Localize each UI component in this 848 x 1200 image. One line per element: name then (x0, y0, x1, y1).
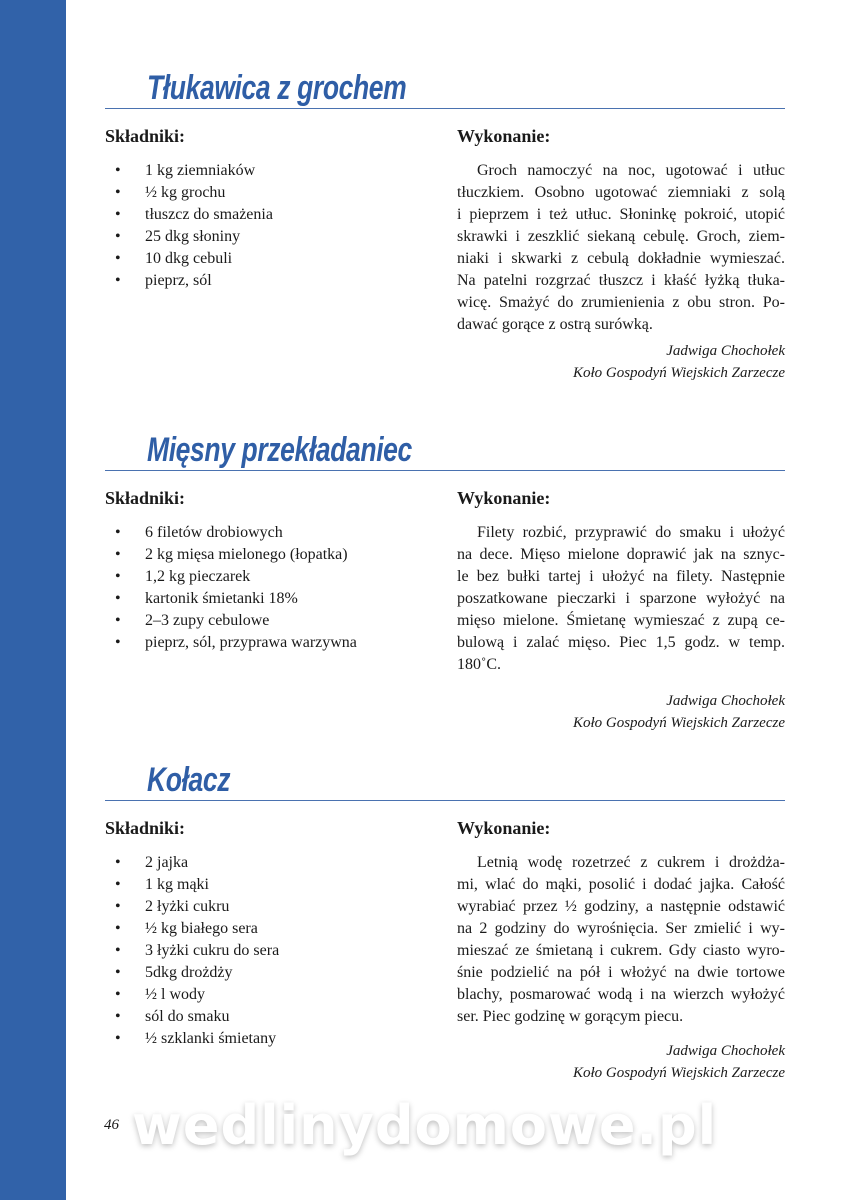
ingredient-item (105, 896, 279, 918)
ingredient-text: 6 filetów drobiowych (145, 524, 283, 541)
bullet-icon: • (115, 942, 121, 959)
bullet-icon: • (115, 206, 121, 223)
title-divider (105, 800, 785, 801)
method-line: Letnią wodę rozetrzeć z cukrem i drożdża- (477, 854, 785, 871)
ingredient-item (105, 1006, 279, 1028)
ingredient-item (105, 588, 357, 610)
ingredient-item (105, 610, 357, 632)
ingredients-list (105, 852, 279, 1050)
ingredient-text: 5dkg drożdży (145, 964, 233, 981)
ingredient-item (105, 248, 273, 270)
bullet-icon: • (115, 228, 121, 245)
method-line: poszatkowane pieczarki i sparzone wyłożyć na (457, 590, 785, 607)
bullet-icon: • (115, 854, 121, 871)
ingredient-text: tłuszcz do smażenia (145, 206, 273, 223)
method-line: niaki i skwarki z cebulą dokładnie wymieszać. (457, 250, 785, 267)
method-line: śnie podzielić na pół i włożyć na dwie tortowe (457, 964, 785, 981)
ingredient-text: kartonik śmietanki 18% (145, 590, 298, 607)
watermark: wedlinydomowe.pl (132, 1094, 718, 1157)
page-side-bar (0, 0, 66, 1200)
recipe-title: Tłukawica z grochem (147, 69, 407, 107)
method-line: tłuczkiem. Osobno ugotować ziemniaki z solą (457, 184, 785, 201)
ingredients-heading: Składniki: (105, 126, 186, 146)
method-line: 180˚C. (457, 656, 501, 673)
ingredient-item (105, 182, 273, 204)
ingredient-item (105, 522, 357, 544)
bullet-icon: • (115, 986, 121, 1003)
ingredient-item (105, 632, 357, 654)
bullet-icon: • (115, 184, 121, 201)
ingredient-text: 1 kg ziemniaków (145, 162, 256, 179)
bullet-icon: • (115, 590, 121, 607)
ingredient-text: 2 kg mięsa mielonego (łopatka) (145, 546, 348, 563)
ingredient-text: 1,2 kg pieczarek (145, 568, 251, 585)
method-text (457, 522, 785, 676)
bullet-icon: • (115, 546, 121, 563)
method-line: blachy, posmarować wodą i na wierzch wyłożyć (457, 986, 785, 1003)
ingredient-text: ½ l wody (145, 986, 205, 1003)
method-line: Groch namoczyć na noc, ugotować i utłuc (477, 162, 785, 179)
method-line: ser. Piec godzinę w gorącym piecu. (457, 1008, 684, 1025)
bullet-icon: • (115, 634, 121, 651)
author-name: Jadwiga Chochołek (666, 343, 785, 359)
method-text (457, 852, 785, 1028)
ingredient-text: 1 kg mąki (145, 876, 209, 893)
ingredient-item (105, 918, 279, 940)
ingredient-item (105, 160, 273, 182)
method-heading: Wykonanie: (457, 126, 551, 146)
ingredient-text: pieprz, sól (145, 272, 212, 289)
method-line: le bez bułki tartej i ułożyć na filety. Następnie (457, 568, 785, 585)
ingredient-text: 2–3 zupy cebulowe (145, 612, 270, 629)
method-line: Filety rozbić, przyprawić do smaku i ułożyć (477, 524, 785, 541)
ingredient-item (105, 270, 273, 292)
recipe-title: Mięsny przekładaniec (147, 431, 412, 469)
bullet-icon: • (115, 964, 121, 981)
method-line: wyrabiać przez ½ godziny, a następnie odstawić (457, 898, 785, 915)
method-line: mięso mielone. Śmietanę wymieszać z zupą ce- (457, 612, 785, 629)
bullet-icon: • (115, 272, 121, 289)
method-line: mieszać ze śmietaną i cukrem. Gdy ciasto wyro- (457, 942, 785, 959)
ingredient-text: ½ kg białego sera (145, 920, 258, 937)
ingredient-text: 2 łyżki cukru (145, 898, 230, 915)
ingredient-text: 2 jajka (145, 854, 189, 871)
method-line: mi, wlać do mąki, posolić i dodać jajka. Całość (457, 876, 785, 893)
ingredient-text: 10 dkg cebuli (145, 250, 233, 267)
ingredient-text: sól do smaku (145, 1008, 230, 1025)
method-line: wicę. Smażyć do zrumienienia z obu stron. Po- (457, 294, 785, 311)
page-number: 46 (104, 1117, 119, 1133)
ingredient-item (105, 544, 357, 566)
bullet-icon: • (115, 898, 121, 915)
bullet-icon: • (115, 612, 121, 629)
bullet-icon: • (115, 876, 121, 893)
method-line: skrawki i zeszklić siekaną cebulę. Groch, ziem- (457, 228, 785, 245)
ingredient-item (105, 566, 357, 588)
method-line: dawać gorące z ostrą surówką. (457, 316, 653, 333)
method-heading: Wykonanie: (457, 818, 551, 838)
ingredient-text: ½ kg grochu (145, 184, 226, 201)
ingredient-item (105, 962, 279, 984)
method-line: bulową i zalać mięso. Piec 1,5 godz. w temp. (457, 634, 785, 651)
ingredients-list (105, 522, 357, 654)
ingredient-text: pieprz, sól, przyprawa warzywna (145, 634, 357, 651)
ingredient-item (105, 852, 279, 874)
ingredient-item (105, 204, 273, 226)
ingredient-text: 3 łyżki cukru do sera (145, 942, 280, 959)
author-organization: Koło Gospodyń Wiejskich Zarzecze (572, 365, 785, 381)
method-line: i pieprzem i też utłuc. Słoninkę pokroić, utopić (457, 206, 785, 223)
bullet-icon: • (115, 568, 121, 585)
method-line: Na patelni rozgrzać tłuszcz i kłaść łyżką tłuka- (457, 272, 785, 289)
recipe-title: Kołacz (147, 761, 231, 799)
author-organization: Koło Gospodyń Wiejskich Zarzecze (572, 1065, 785, 1081)
author-organization: Koło Gospodyń Wiejskich Zarzecze (572, 715, 785, 731)
ingredient-item (105, 226, 273, 248)
recipe-attribution (573, 340, 785, 384)
method-text (457, 160, 785, 336)
bullet-icon: • (115, 920, 121, 937)
recipe-attribution (573, 1040, 785, 1084)
method-line: na dece. Mięso mielone doprawić jak na sznyc- (457, 546, 785, 563)
ingredient-item (105, 1028, 279, 1050)
ingredient-item (105, 874, 279, 896)
bullet-icon: • (115, 1008, 121, 1025)
method-heading: Wykonanie: (457, 488, 551, 508)
ingredients-heading: Składniki: (105, 818, 186, 838)
bullet-icon: • (115, 524, 121, 541)
author-name: Jadwiga Chochołek (666, 1043, 785, 1059)
title-divider (105, 108, 785, 109)
ingredient-item (105, 984, 279, 1006)
ingredients-heading: Składniki: (105, 488, 186, 508)
ingredients-list (105, 160, 273, 292)
author-name: Jadwiga Chochołek (666, 693, 785, 709)
method-line: na 2 godziny do wyrośnięcia. Ser zmielić i wy- (457, 920, 785, 937)
bullet-icon: • (115, 162, 121, 179)
bullet-icon: • (115, 250, 121, 267)
title-divider (105, 470, 785, 471)
recipe-attribution (573, 690, 785, 734)
ingredient-text: 25 dkg słoniny (145, 228, 241, 245)
bullet-icon: • (115, 1030, 121, 1047)
ingredient-item (105, 940, 279, 962)
ingredient-text: ½ szklanki śmietany (145, 1030, 277, 1047)
